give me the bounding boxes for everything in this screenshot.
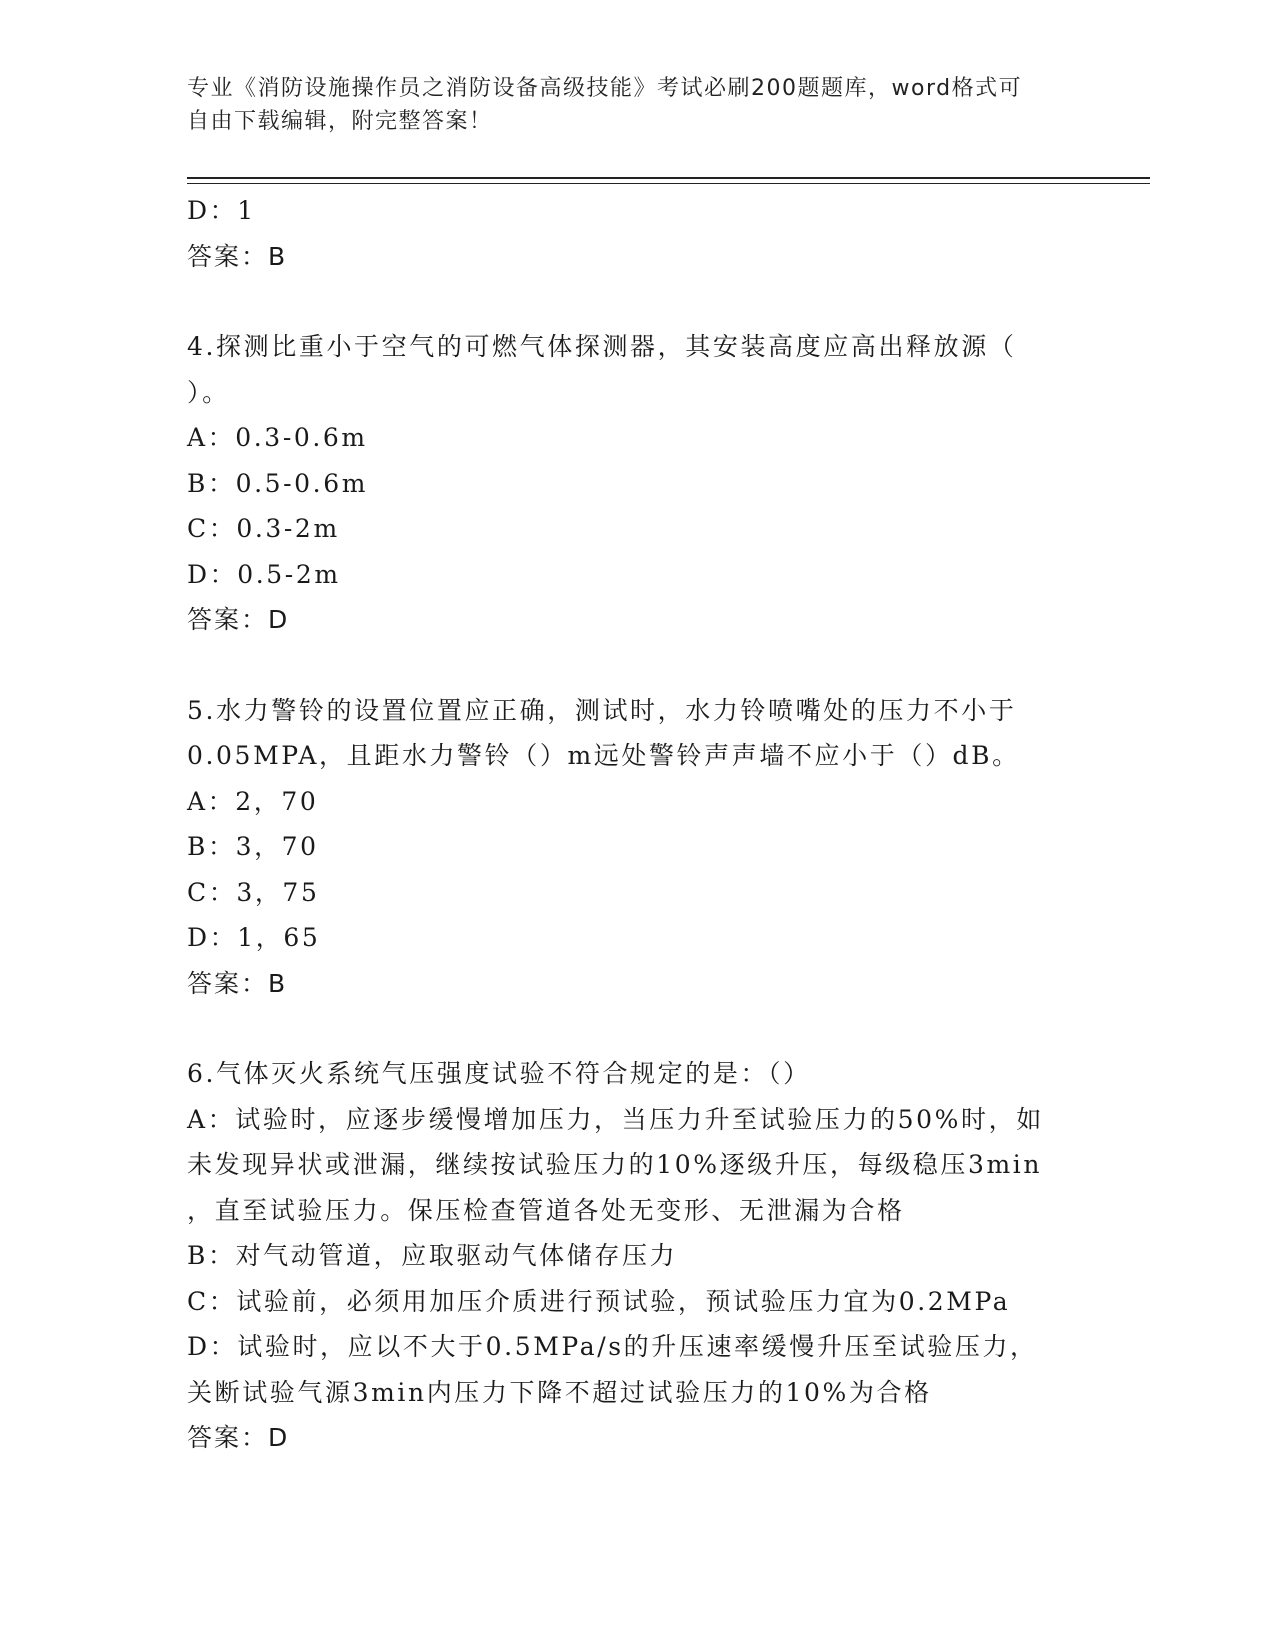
spacer [187, 643, 1087, 688]
header-title-line-1: 专业《消防设施操作员之消防设备高级技能》考试必刷200题题库，word格式可 [187, 76, 1023, 101]
header-title-line-2: 自由下载编辑，附完整答案！ [187, 109, 493, 134]
question-6-option-b: B：对气动管道，应取驱动气体储存压力 [187, 1241, 678, 1270]
question-4-option-b: B：0.5-0.6m [187, 468, 369, 498]
header-divider-thick [187, 177, 1150, 179]
question-4-option-a: A：0.3-0.6m [187, 423, 368, 452]
question-4-stem-line-2: ）。 [187, 377, 230, 407]
question-5-option-d: D：1，65 [187, 923, 321, 952]
spacer [187, 279, 1087, 324]
question-5-option-a: A：2，70 [187, 786, 319, 816]
question-4 [187, 324, 1087, 643]
header-divider-thin [187, 183, 1150, 184]
question-6-stem: 6.气体灭火系统气压强度试验不符合规定的是：（） [187, 1059, 811, 1088]
question-6-option-d-line-1: D：试验时，应以不大于0.5MPa/s的升压速率缓慢升压至试验压力， [187, 1332, 1038, 1361]
question-4-option-c: C：0.3-2m [187, 514, 340, 543]
question-5-stem-line-2: 0.05MPA，且距水力警铃（）m远处警铃声声墙不应小于（）dB。 [187, 741, 1020, 770]
question-6-option-a-line-3: ，直至试验压力。保压检查管道各处无变形、无泄漏为合格 [187, 1195, 905, 1225]
question-list [187, 188, 1087, 1461]
question-5-option-c: C：3，75 [187, 877, 320, 907]
question-6-option-a-line-1: A：试验时，应逐步缓慢增加压力，当压力升至试验压力的50%时，如 [187, 1104, 1044, 1134]
question-6-answer: 答案：D [187, 1423, 290, 1452]
prev-answer: 答案：B [187, 241, 288, 271]
question-5-answer: 答案：B [187, 968, 288, 998]
page-header [187, 72, 1087, 138]
question-4-option-d: D：0.5-2m [187, 559, 341, 589]
question-5-stem-line-1: 5.水力警铃的设置位置应正确，测试时，水力铃喷嘴处的压力不小于 [187, 695, 1017, 725]
question-5-option-b: B：3，70 [187, 832, 319, 861]
question-6-option-a-line-2: 未发现异状或泄漏，继续按试验压力的10%逐级升压，每级稳压3min [187, 1150, 1043, 1179]
question-6-option-d-line-2: 关断试验气源3min内压力下降不超过试验压力的10%为合格 [187, 1377, 932, 1407]
question-6-option-c: C：试验前，必须用加压介质进行预试验，预试验压力宜为0.2MPa [187, 1286, 1011, 1316]
question-5 [187, 688, 1087, 1007]
question-6 [187, 1051, 1087, 1461]
question-4-answer: 答案：D [187, 605, 290, 634]
prev-option-d: D：1 [187, 196, 256, 225]
spacer [187, 1006, 1087, 1051]
question-4-stem-line-1: 4.探测比重小于空气的可燃气体探测器，其安装高度应高出释放源（ [187, 332, 1017, 361]
